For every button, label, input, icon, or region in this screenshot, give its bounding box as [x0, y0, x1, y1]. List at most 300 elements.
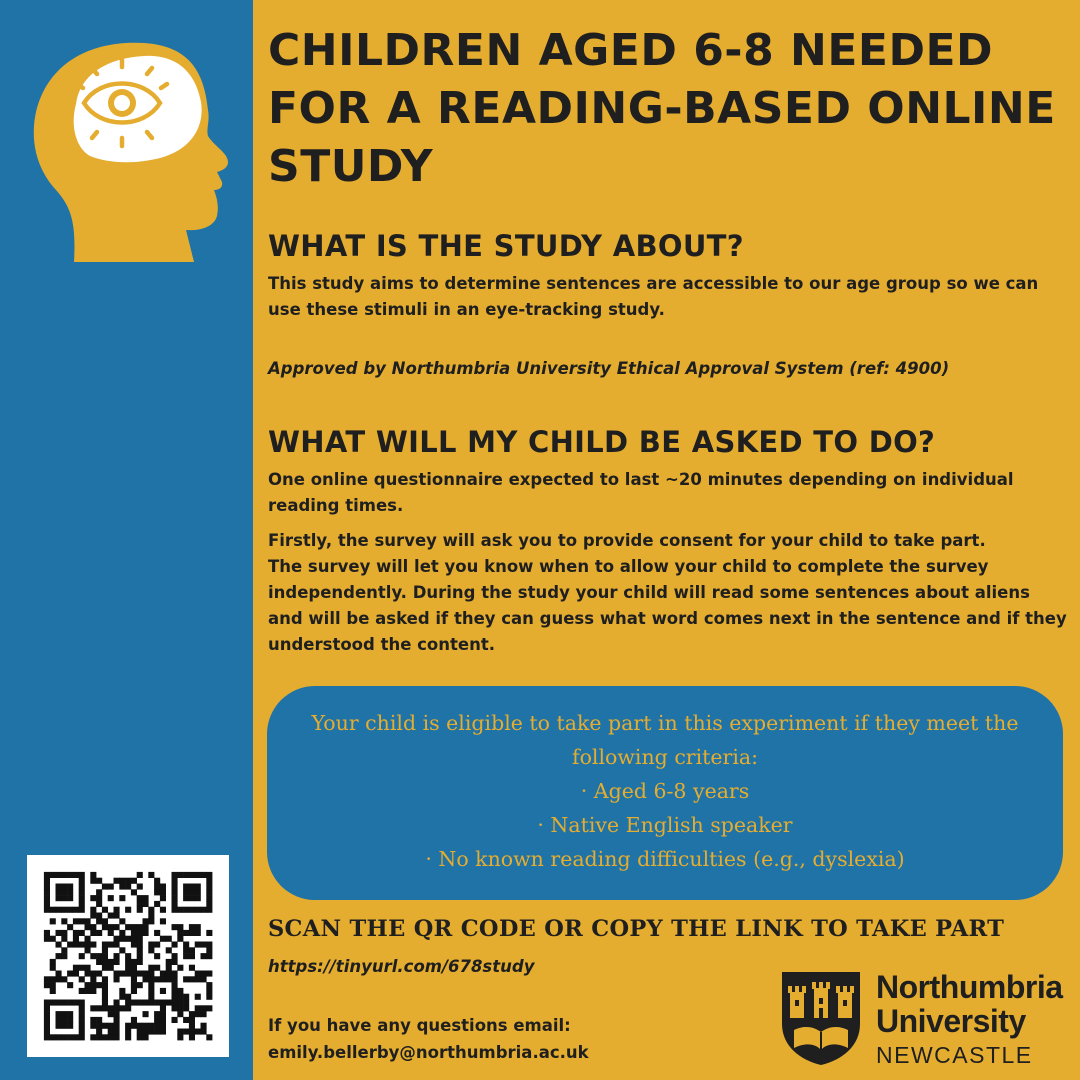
- university-crest-icon: [780, 970, 862, 1066]
- qr-module: [201, 1029, 207, 1035]
- qr-module: [160, 1017, 166, 1023]
- qr-module: [90, 982, 96, 988]
- qr-module: [137, 982, 143, 988]
- qr-module: [50, 988, 56, 994]
- qr-module: [137, 953, 143, 959]
- qr-module: [154, 953, 160, 959]
- qr-module: [131, 959, 137, 965]
- qr-module: [67, 872, 73, 878]
- qr-module: [44, 982, 50, 988]
- qr-module: [172, 971, 178, 977]
- qr-module: [90, 953, 96, 959]
- qr-module: [114, 959, 120, 965]
- qr-module: [114, 953, 120, 959]
- qr-module: [183, 1029, 189, 1035]
- qr-module: [114, 976, 120, 982]
- qr-module: [61, 947, 67, 953]
- qr-module: [102, 1000, 108, 1006]
- qr-module: [172, 988, 178, 994]
- qr-module: [114, 924, 120, 930]
- qr-module: [172, 884, 178, 890]
- qr-module: [67, 1011, 73, 1017]
- qr-module: [166, 971, 172, 977]
- qr-module: [201, 1023, 207, 1029]
- qr-module: [183, 1000, 189, 1006]
- qr-module: [189, 965, 195, 971]
- qr-module: [90, 907, 96, 913]
- qr-module: [160, 976, 166, 982]
- qr-module: [44, 1017, 50, 1023]
- qr-module: [201, 942, 207, 948]
- qr-module: [206, 947, 212, 953]
- qr-module: [108, 895, 114, 901]
- qr-module: [96, 971, 102, 977]
- qr-module: [108, 1034, 114, 1040]
- qr-module: [85, 924, 91, 930]
- qr-module: [172, 872, 178, 878]
- qr-module: [119, 994, 125, 1000]
- qr-module: [61, 889, 67, 895]
- qr-module: [85, 988, 91, 994]
- qr-module: [108, 1011, 114, 1017]
- qr-module: [67, 1017, 73, 1023]
- call-to-action: SCAN THE QR CODE OR COPY THE LINK TO TAKE PART: [268, 916, 1005, 942]
- qr-module: [119, 878, 125, 884]
- qr-module: [206, 953, 212, 959]
- qr-module: [143, 924, 149, 930]
- qr-module: [160, 895, 166, 901]
- qr-module: [90, 942, 96, 948]
- qr-module: [56, 895, 62, 901]
- qr-module: [108, 1023, 114, 1029]
- qr-module: [56, 872, 62, 878]
- tasks-paragraph-2: Firstly, the survey will ask you to provide consent for your child to take part.: [268, 531, 986, 550]
- qr-module: [183, 1017, 189, 1023]
- qr-module: [90, 924, 96, 930]
- qr-module: [148, 965, 154, 971]
- qr-module: [90, 1023, 96, 1029]
- qr-module: [177, 988, 183, 994]
- qr-module: [183, 953, 189, 959]
- qr-module: [114, 936, 120, 942]
- qr-module: [189, 884, 195, 890]
- qr-module: [195, 971, 201, 977]
- qr-module: [160, 918, 166, 924]
- qr-module: [201, 953, 207, 959]
- qr-module: [102, 947, 108, 953]
- qr-module: [102, 959, 108, 965]
- qr-module: [108, 884, 114, 890]
- qr-module: [56, 976, 62, 982]
- qr-module: [143, 976, 149, 982]
- qr-module: [114, 907, 120, 913]
- qr-module: [131, 936, 137, 942]
- qr-module: [44, 1005, 50, 1011]
- qr-module: [102, 1034, 108, 1040]
- qr-module: [119, 947, 125, 953]
- qr-module: [56, 942, 62, 948]
- qr-module: [160, 1029, 166, 1035]
- qr-module: [50, 918, 56, 924]
- qr-module: [189, 924, 195, 930]
- qr-module: [96, 918, 102, 924]
- qr-module: [201, 1005, 207, 1011]
- qr-module: [166, 959, 172, 965]
- qr-module: [160, 907, 166, 913]
- qr-module: [73, 872, 79, 878]
- logo-line-2: University: [876, 1003, 1026, 1039]
- qr-module: [154, 901, 160, 907]
- qr-module: [148, 942, 154, 948]
- qr-module: [67, 924, 73, 930]
- qr-module: [206, 982, 212, 988]
- qr-module: [148, 971, 154, 977]
- qr-module: [50, 976, 56, 982]
- qr-module: [102, 953, 108, 959]
- qr-module: [67, 884, 73, 890]
- qr-module: [206, 901, 212, 907]
- qr-module: [195, 907, 201, 913]
- qr-module: [85, 942, 91, 948]
- qr-module: [73, 907, 79, 913]
- qr-module: [73, 918, 79, 924]
- qr-module: [201, 976, 207, 982]
- qr-module: [96, 1034, 102, 1040]
- qr-module: [79, 901, 85, 907]
- qr-module: [61, 953, 67, 959]
- qr-module: [79, 907, 85, 913]
- qr-module: [56, 1017, 62, 1023]
- qr-module: [160, 988, 166, 994]
- qr-module: [137, 895, 143, 901]
- qr-module: [172, 878, 178, 884]
- qr-module: [177, 1000, 183, 1006]
- qr-module: [195, 924, 201, 930]
- qr-module: [44, 884, 50, 890]
- qr-module: [90, 976, 96, 982]
- qr-module: [143, 1023, 149, 1029]
- qr-module: [96, 913, 102, 919]
- qr-module: [172, 982, 178, 988]
- qr-module: [96, 953, 102, 959]
- qr-module: [195, 942, 201, 948]
- qr-module: [85, 982, 91, 988]
- qr-module: [154, 1000, 160, 1006]
- qr-module: [166, 1000, 172, 1006]
- qr-module: [85, 918, 91, 924]
- qr-module: [79, 878, 85, 884]
- qr-module: [137, 1000, 143, 1006]
- qr-module: [79, 930, 85, 936]
- qr-module: [172, 1017, 178, 1023]
- university-logo: [780, 970, 1070, 1070]
- qr-module: [154, 1029, 160, 1035]
- qr-module: [206, 878, 212, 884]
- qr-module: [73, 965, 79, 971]
- qr-module: [172, 976, 178, 982]
- qr-module: [206, 895, 212, 901]
- qr-module: [50, 936, 56, 942]
- qr-module: [79, 1034, 85, 1040]
- qr-module: [96, 1029, 102, 1035]
- qr-module: [160, 1023, 166, 1029]
- qr-module: [148, 913, 154, 919]
- qr-module: [143, 901, 149, 907]
- qr-module: [148, 982, 154, 988]
- contact-prompt: If you have any questions email:: [268, 1016, 571, 1035]
- study-link[interactable]: https://tinyurl.com/678study: [268, 957, 535, 976]
- qr-module: [114, 1029, 120, 1035]
- qr-module: [96, 889, 102, 895]
- qr-module: [183, 907, 189, 913]
- qr-module: [102, 907, 108, 913]
- qr-module: [172, 889, 178, 895]
- qr-module: [96, 1005, 102, 1011]
- criteria-intro-line-2: following criteria:: [571, 745, 759, 769]
- qr-module: [79, 1029, 85, 1035]
- qr-module: [148, 907, 154, 913]
- qr-module: [177, 936, 183, 942]
- qr-module: [96, 982, 102, 988]
- qr-module: [177, 930, 183, 936]
- qr-module: [44, 895, 50, 901]
- qr-module: [61, 1023, 67, 1029]
- qr-module: [61, 907, 67, 913]
- qr-module: [143, 1034, 149, 1040]
- qr-module: [44, 1023, 50, 1029]
- about-body: This study aims to determine sentences are accessible to our age group so we can use these stimuli in an eye-tracking study.: [268, 274, 1039, 319]
- qr-module: [79, 988, 85, 994]
- qr-module: [160, 889, 166, 895]
- qr-module: [61, 1017, 67, 1023]
- qr-module: [56, 1023, 62, 1029]
- qr-module: [102, 924, 108, 930]
- qr-module: [160, 1000, 166, 1006]
- qr-module: [44, 1011, 50, 1017]
- qr-module: [108, 1005, 114, 1011]
- qr-module: [119, 971, 125, 977]
- qr-module: [90, 1034, 96, 1040]
- qr-module: [148, 976, 154, 982]
- qr-module: [96, 959, 102, 965]
- qr-module: [102, 942, 108, 948]
- qr-module: [177, 872, 183, 878]
- qr-module: [102, 1023, 108, 1029]
- qr-module: [79, 1023, 85, 1029]
- qr-module: [177, 1011, 183, 1017]
- qr-module: [79, 889, 85, 895]
- qr-module: [177, 1005, 183, 1011]
- qr-module: [67, 1023, 73, 1029]
- qr-module: [119, 884, 125, 890]
- qr-module: [85, 965, 91, 971]
- qr-module: [67, 971, 73, 977]
- qr-module: [137, 1023, 143, 1029]
- qr-module: [166, 947, 172, 953]
- qr-module: [148, 1023, 154, 1029]
- qr-module: [79, 965, 85, 971]
- qr-module: [137, 959, 143, 965]
- qr-module: [67, 889, 73, 895]
- qr-module: [183, 889, 189, 895]
- qr-module: [137, 942, 143, 948]
- qr-module: [206, 872, 212, 878]
- qr-module: [44, 878, 50, 884]
- qr-module: [148, 872, 154, 878]
- qr-module: [50, 1000, 56, 1006]
- qr-module: [160, 1005, 166, 1011]
- qr-module: [114, 1005, 120, 1011]
- qr-module: [148, 918, 154, 924]
- qr-module: [102, 1005, 108, 1011]
- qr-module: [143, 895, 149, 901]
- qr-module: [195, 976, 201, 982]
- qr-module: [44, 976, 50, 982]
- qr-module: [177, 994, 183, 1000]
- qr-module: [108, 942, 114, 948]
- qr-module: [79, 918, 85, 924]
- qr-module: [154, 884, 160, 890]
- qr-module: [79, 942, 85, 948]
- qr-module: [172, 959, 178, 965]
- qr-module: [102, 965, 108, 971]
- tasks-heading: WHAT WILL MY CHILD BE ASKED TO DO?: [268, 425, 936, 459]
- qr-module: [50, 959, 56, 965]
- qr-module: [172, 1005, 178, 1011]
- qr-module: [137, 901, 143, 907]
- qr-module: [85, 936, 91, 942]
- qr-module: [125, 907, 131, 913]
- qr-module: [137, 907, 143, 913]
- qr-module: [125, 936, 131, 942]
- qr-module: [201, 907, 207, 913]
- qr-module: [125, 1034, 131, 1040]
- qr-module: [195, 889, 201, 895]
- qr-module: [67, 982, 73, 988]
- criteria-item-language: · Native English speaker: [537, 813, 793, 837]
- qr-module: [189, 1029, 195, 1035]
- qr-module: [67, 907, 73, 913]
- qr-module: [154, 878, 160, 884]
- qr-module: [131, 1000, 137, 1006]
- qr-module: [206, 907, 212, 913]
- qr-module: [125, 1023, 131, 1029]
- qr-module: [73, 1000, 79, 1006]
- qr-module: [131, 1023, 137, 1029]
- qr-module: [90, 1005, 96, 1011]
- qr-module: [102, 994, 108, 1000]
- qr-module: [125, 959, 131, 965]
- qr-module: [56, 1011, 62, 1017]
- qr-module: [90, 930, 96, 936]
- qr-module: [61, 1011, 67, 1017]
- qr-module: [160, 1011, 166, 1017]
- qr-module: [206, 971, 212, 977]
- qr-module: [90, 872, 96, 878]
- qr-module: [73, 971, 79, 977]
- qr-module: [96, 1017, 102, 1023]
- qr-module: [206, 994, 212, 1000]
- qr-module: [96, 878, 102, 884]
- qr-module: [61, 895, 67, 901]
- qr-module: [206, 930, 212, 936]
- qr-module: [172, 895, 178, 901]
- qr-module: [44, 889, 50, 895]
- qr-module: [102, 988, 108, 994]
- qr-module: [67, 895, 73, 901]
- qr-module: [108, 913, 114, 919]
- qr-module: [108, 930, 114, 936]
- tasks-paragraph-1: One online questionnaire expected to last ~20 minutes depending on individual reading times.: [268, 470, 1014, 515]
- qr-module: [56, 884, 62, 890]
- qr-module: [137, 884, 143, 890]
- qr-module: [44, 930, 50, 936]
- qr-module: [125, 924, 131, 930]
- qr-module: [137, 930, 143, 936]
- qr-module: [143, 1000, 149, 1006]
- qr-module: [189, 872, 195, 878]
- qr-module: [189, 1034, 195, 1040]
- qr-module: [172, 907, 178, 913]
- qr-module: [56, 889, 62, 895]
- qr-module: [189, 976, 195, 982]
- qr-module: [143, 1011, 149, 1017]
- qr-module: [79, 872, 85, 878]
- qr-module: [189, 947, 195, 953]
- contact-email[interactable]: emily.bellerby@northumbria.ac.uk: [268, 1043, 589, 1062]
- qr-module: [137, 947, 143, 953]
- eligibility-criteria-box: [267, 686, 1063, 900]
- qr-module: [102, 918, 108, 924]
- qr-module: [183, 976, 189, 982]
- qr-module: [125, 971, 131, 977]
- qr-module: [131, 971, 137, 977]
- qr-module: [90, 895, 96, 901]
- qr-module: [67, 942, 73, 948]
- qr-module: [154, 965, 160, 971]
- qr-module: [189, 1011, 195, 1017]
- qr-module: [172, 924, 178, 930]
- qr-module: [96, 901, 102, 907]
- page-title: CHILDREN AGED 6-8 NEEDED FOR A READING-BASED ONLINE STUDY: [268, 25, 1056, 192]
- qr-module: [189, 895, 195, 901]
- qr-module: [125, 953, 131, 959]
- qr-module: [125, 878, 131, 884]
- qr-module: [143, 930, 149, 936]
- qr-module: [189, 907, 195, 913]
- qr-module: [137, 924, 143, 930]
- qr-module: [183, 884, 189, 890]
- qr-module: [50, 907, 56, 913]
- qr-module: [189, 1023, 195, 1029]
- qr-module: [183, 872, 189, 878]
- qr-module: [172, 942, 178, 948]
- qr-module: [201, 872, 207, 878]
- qr-module: [195, 1011, 201, 1017]
- qr-module: [119, 988, 125, 994]
- qr-module: [206, 889, 212, 895]
- qr-module: [73, 936, 79, 942]
- qr-module: [73, 942, 79, 948]
- qr-module: [61, 1034, 67, 1040]
- qr-module: [166, 965, 172, 971]
- qr-module: [44, 872, 50, 878]
- qr-code[interactable]: [27, 855, 229, 1057]
- qr-module: [125, 965, 131, 971]
- approval-note: Approved by Northumbria University Ethical Approval System (ref: 4900): [268, 359, 950, 378]
- qr-module: [148, 1029, 154, 1035]
- qr-module: [206, 1034, 212, 1040]
